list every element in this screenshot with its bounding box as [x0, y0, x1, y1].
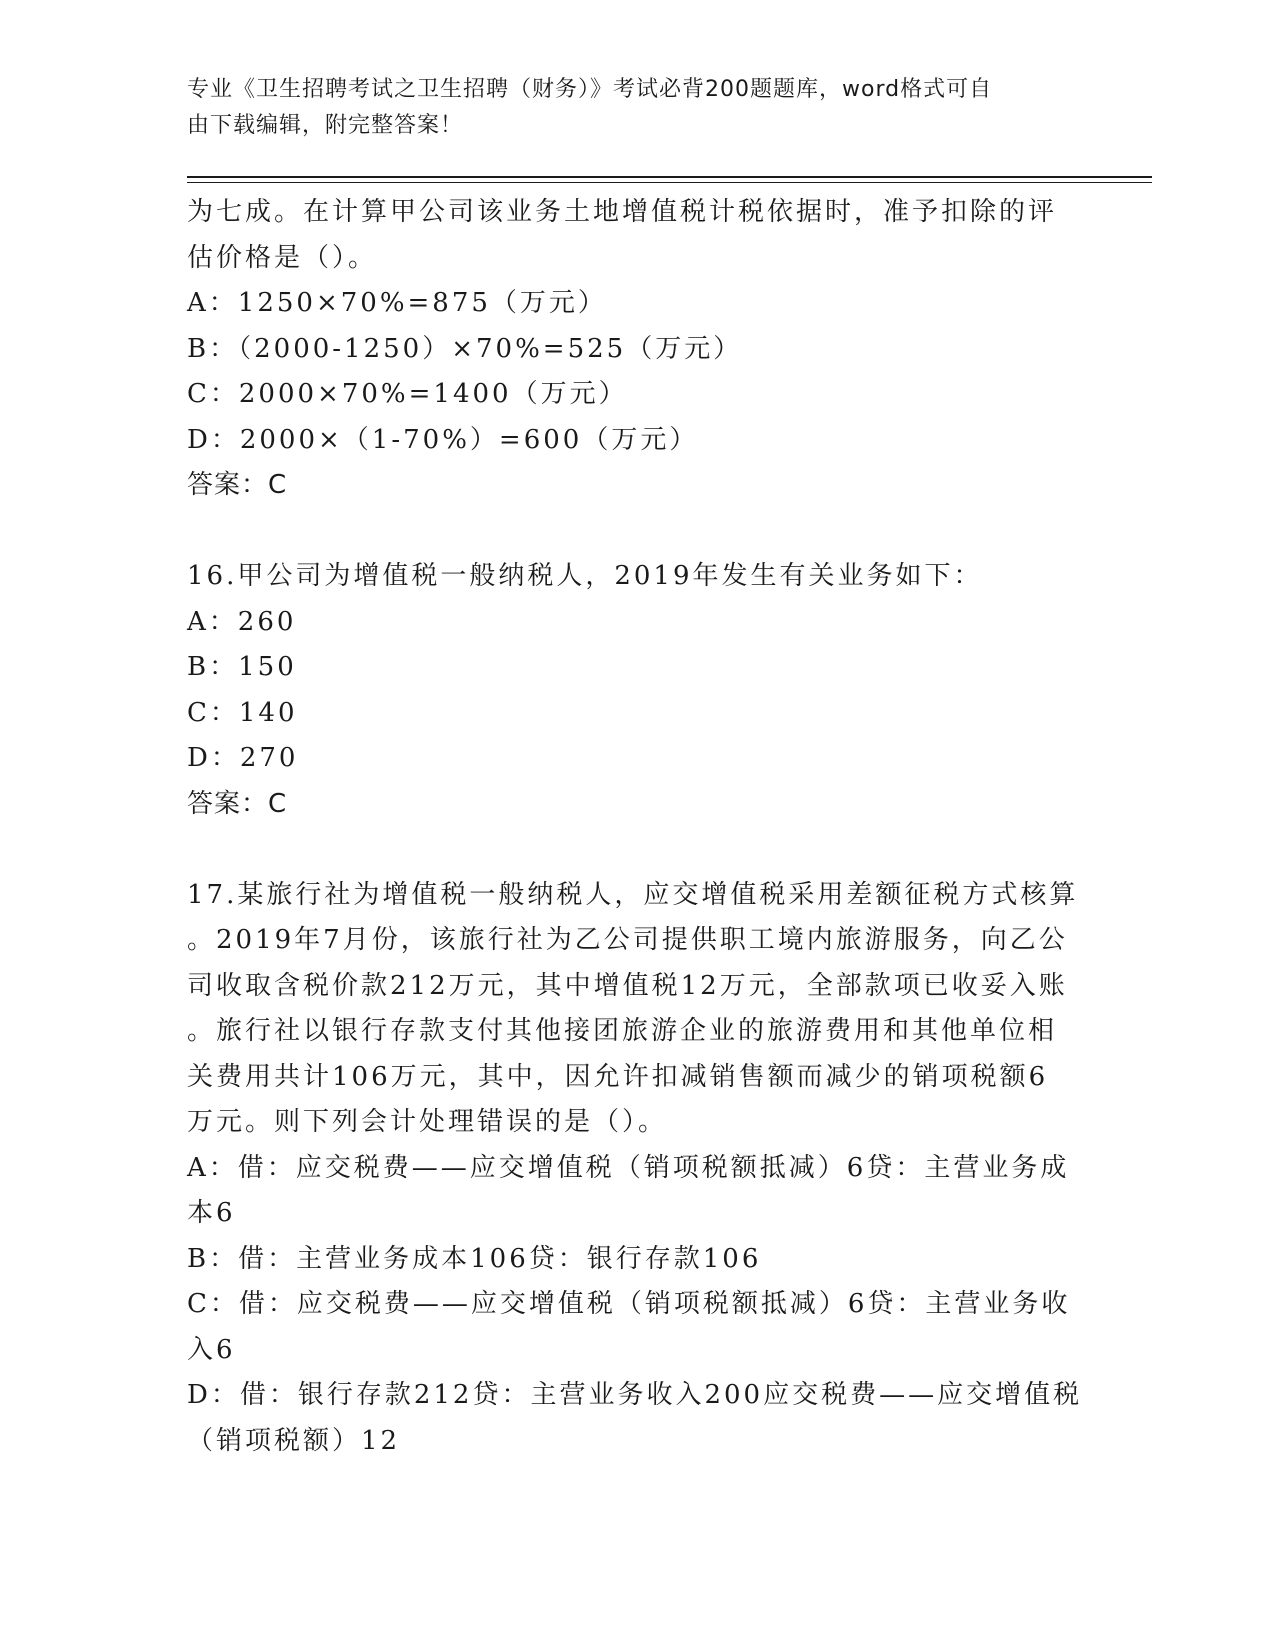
question-stem-line: 为七成。在计算甲公司该业务土地增值税计税依据时，准予扣除的评: [187, 197, 1058, 227]
option-d: D：2000×（1-70%）=600（万元）: [187, 424, 699, 455]
answer-line: 答案：C: [187, 788, 288, 819]
question-stem-line: 16.甲公司为增值税一般纳税人，2019年发生有关业务如下：: [187, 561, 983, 591]
header-divider: [187, 182, 1152, 183]
option-c: C：2000×70%=1400（万元）: [187, 379, 628, 409]
document-body: [187, 190, 1087, 1464]
option-b: B：（2000-1250）×70%=525（万元）: [187, 333, 743, 364]
question-16: [187, 554, 1087, 827]
question-15: [187, 190, 1087, 509]
option-d: D：270: [187, 743, 299, 773]
document-header: [187, 72, 1067, 144]
question-stem-line: 17.某旅行社为增值税一般纳税人，应交增值税采用差额征税方式核算: [187, 879, 1079, 910]
option-d: D：借：银行存款212贷：主营业务收入200应交税费——应交增值税: [187, 1380, 1083, 1410]
option-a: A：260: [187, 606, 297, 637]
option-c-continued: 入6: [187, 1334, 236, 1365]
header-divider: [187, 176, 1152, 178]
header-line: 专业《卫生招聘考试之卫生招聘（财务）》考试必背200题题库，word格式可自: [187, 77, 993, 102]
question-stem-line: 万元。则下列会计处理错误的是（）。: [187, 1107, 668, 1137]
option-c: C：借：应交税费——应交增值税（销项税额抵减）6贷：主营业务收: [187, 1289, 1071, 1319]
option-b: B：150: [187, 652, 297, 682]
option-d-continued: （销项税额）12: [187, 1425, 401, 1456]
option-a: A：1250×70%=875（万元）: [187, 288, 607, 318]
question-stem-line: 司收取含税价款212万元，其中增值税12万元，全部款项已收妥入账: [187, 970, 1068, 1001]
header-line: 由下载编辑，附完整答案！: [187, 113, 464, 138]
question-17: [187, 873, 1087, 1465]
answer-line: 答案：C: [187, 470, 288, 500]
spacer: [187, 509, 1087, 555]
spacer: [187, 827, 1087, 873]
option-a-continued: 本6: [187, 1198, 236, 1228]
question-stem-line: 估价格是（）。: [187, 242, 378, 273]
option-b: B：借：主营业务成本106贷：银行存款106: [187, 1243, 762, 1274]
question-stem-line: 。2019年7月份，该旅行社为乙公司提供职工境内旅游服务，向乙公: [187, 925, 1068, 955]
option-a: A：借：应交税费——应交增值税（销项税额抵减）6贷：主营业务成: [187, 1152, 1070, 1183]
question-stem-line: 关费用共计106万元，其中，因允许扣减销售额而减少的销项税额6: [187, 1061, 1049, 1092]
question-stem-line: 。旅行社以银行存款支付其他接团旅游企业的旅游费用和其他单位相: [187, 1016, 1058, 1046]
option-c: C：140: [187, 697, 298, 728]
